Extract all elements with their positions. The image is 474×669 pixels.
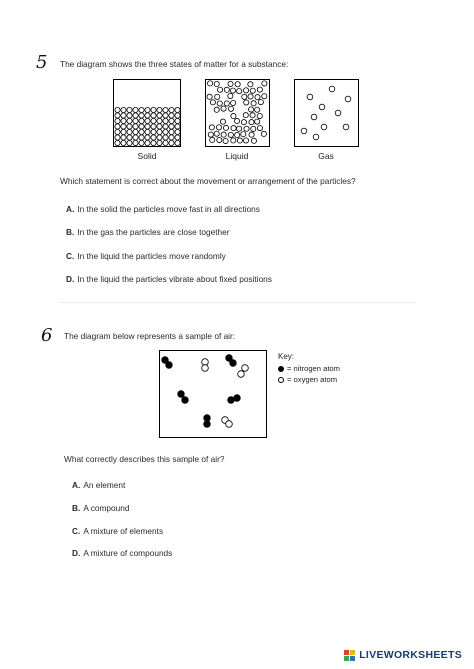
open-circle-icon: [278, 377, 284, 383]
solid-particle: [169, 124, 174, 129]
question-6-prompt: The diagram below represents a sample of air:: [64, 331, 236, 341]
liquid-particle: [228, 132, 233, 137]
liquid-particle: [228, 81, 233, 86]
option-letter: D.: [72, 548, 81, 558]
air-atom: [202, 365, 209, 372]
solid-particle: [139, 107, 144, 112]
liquid-particle: [223, 125, 228, 130]
solid-particle: [145, 140, 150, 145]
liquid-particle: [242, 94, 247, 99]
liquid-particle: [251, 126, 256, 131]
solid-particle: [127, 113, 132, 118]
q5-option-d[interactable]: [66, 274, 272, 284]
solid-particle: [133, 118, 138, 123]
liquid-particle: [249, 120, 254, 125]
option-text: A mixture of elements: [83, 526, 164, 536]
liquid-particle: [251, 101, 256, 106]
gas-particle: [313, 134, 319, 140]
solid-particle: [115, 140, 120, 145]
liquid-particle: [244, 100, 249, 105]
air-atom: [242, 365, 249, 372]
liquid-particle: [208, 132, 213, 137]
air-sample-diagram: [159, 350, 267, 438]
liquid-particle: [236, 126, 241, 131]
air-atom: [204, 421, 211, 428]
key-oxygen: [278, 375, 337, 384]
solid-particle: [145, 118, 150, 123]
air-atom: [238, 371, 245, 378]
question-6-text: What correctly describes this sample of air?: [64, 454, 225, 464]
liquid-particle: [231, 126, 236, 131]
liquid-particle: [207, 94, 212, 99]
gas-caption: Gas: [318, 151, 334, 161]
solid-particle: [115, 124, 120, 129]
liquid-particle: [231, 113, 236, 118]
option-text: In the gas the particles are close together: [77, 227, 230, 237]
solid-particle: [175, 118, 180, 123]
solid-particle: [151, 129, 156, 134]
liquid-particle: [228, 106, 233, 111]
option-text: An element: [83, 480, 126, 490]
gas-particle: [319, 104, 325, 110]
gas-particle: [343, 124, 349, 130]
solid-particle: [127, 124, 132, 129]
solid-particle: [151, 124, 156, 129]
gas-diagram: [294, 79, 359, 147]
solid-particle: [121, 140, 126, 145]
liquid-particle: [243, 138, 248, 143]
solid-particle: [163, 118, 168, 123]
solid-particle: [157, 135, 162, 140]
liquid-particle: [224, 87, 229, 92]
q6-option-d[interactable]: [72, 548, 172, 558]
solid-particle: [115, 135, 120, 140]
liquid-particle: [255, 95, 260, 100]
solid-particle: [151, 135, 156, 140]
gas-particle: [329, 86, 335, 92]
liquid-particle: [257, 113, 262, 118]
solid-particle: [169, 113, 174, 118]
solid-particle: [175, 124, 180, 129]
solid-particle: [139, 140, 144, 145]
solid-particle: [139, 135, 144, 140]
solid-particle: [169, 129, 174, 134]
liquid-particle: [261, 131, 266, 136]
solid-particle: [115, 129, 120, 134]
q5-option-a[interactable]: [66, 204, 260, 214]
solid-particle: [115, 113, 120, 118]
option-text: In the liquid the particles move randomly: [77, 251, 226, 261]
solid-particle: [127, 140, 132, 145]
solid-particle: [175, 107, 180, 112]
solid-particle: [163, 140, 168, 145]
key-nitrogen: [278, 364, 340, 373]
liveworksheets-logo-icon: [344, 650, 356, 661]
option-letter: A.: [66, 204, 75, 214]
gas-particle: [307, 94, 313, 100]
option-text: In the liquid the particles vibrate about fixed positions: [77, 274, 272, 284]
liquid-particle: [230, 88, 235, 93]
liquid-particle: [214, 107, 219, 112]
air-atom: [166, 362, 173, 369]
solid-particle: [163, 129, 168, 134]
solid-particle: [115, 107, 120, 112]
solid-caption: Solid: [137, 151, 157, 161]
liquid-particle: [262, 94, 267, 99]
option-text: A mixture of compounds: [83, 548, 173, 558]
liquid-particle: [244, 126, 249, 131]
solid-particle: [127, 118, 132, 123]
solid-particle: [163, 107, 168, 112]
filled-circle-icon: [278, 366, 284, 372]
solid-particle: [145, 113, 150, 118]
liquid-particle: [237, 88, 242, 93]
liquid-particle: [241, 132, 246, 137]
q6-option-c[interactable]: [72, 526, 163, 536]
liquid-particle: [251, 138, 256, 143]
footer-brand-text: LIVEWORKSHEETS: [359, 649, 462, 661]
solid-particle: [175, 140, 180, 145]
solid-particle: [121, 129, 126, 134]
option-letter: D.: [66, 274, 75, 284]
liquid-particle: [255, 119, 260, 124]
solid-particle: [175, 113, 180, 118]
liquid-particle: [262, 81, 267, 86]
solid-particle: [133, 129, 138, 134]
air-atom: [228, 397, 235, 404]
liquid-particle: [241, 120, 246, 125]
liquid-particle: [250, 113, 255, 118]
option-letter: B.: [72, 503, 81, 513]
gas-particle: [335, 110, 341, 116]
solid-particle: [133, 113, 138, 118]
solid-particle: [127, 135, 132, 140]
solid-particle: [133, 140, 138, 145]
liquid-particle: [231, 138, 236, 143]
solid-particle: [145, 107, 150, 112]
section-divider: [58, 302, 416, 303]
solid-particle: [175, 135, 180, 140]
liquid-particle: [243, 113, 248, 118]
solid-particle: [121, 135, 126, 140]
solid-particle: [121, 118, 126, 123]
solid-particle: [139, 113, 144, 118]
solid-particle: [133, 135, 138, 140]
option-letter: B.: [66, 227, 75, 237]
solid-particle: [175, 129, 180, 134]
question-5-prompt: The diagram shows the three states of matter for a substance:: [60, 59, 289, 69]
option-text: A compound: [83, 503, 130, 513]
liquid-particle: [220, 119, 225, 124]
key-oxygen-label: = oxygen atom: [287, 375, 338, 384]
footer-brand[interactable]: [344, 649, 462, 661]
question-5-text: Which statement is correct about the movement or arrangement of the particles?: [60, 176, 356, 186]
option-letter: A.: [72, 480, 81, 490]
solid-particle: [157, 113, 162, 118]
solid-particle: [139, 124, 144, 129]
solid-particle: [157, 129, 162, 134]
option-text: In the solid the particles move fast in all directions: [77, 204, 260, 214]
liquid-particle: [215, 94, 220, 99]
solid-particle: [169, 140, 174, 145]
key-title: Key:: [278, 352, 295, 361]
liquid-particle: [234, 118, 239, 123]
q5-option-c[interactable]: [66, 251, 226, 261]
liquid-particle: [235, 82, 240, 87]
question-5-number: 5: [36, 52, 48, 73]
question-6-number: 6: [41, 325, 53, 346]
solid-particle: [157, 107, 162, 112]
solid-particle: [157, 140, 162, 145]
solid-particle: [151, 113, 156, 118]
solid-particle: [169, 107, 174, 112]
solid-diagram: [113, 79, 181, 147]
gas-particle: [301, 128, 307, 134]
liquid-particle: [217, 137, 222, 142]
solid-particle: [163, 124, 168, 129]
liquid-particle: [248, 82, 253, 87]
liquid-particle: [243, 88, 248, 93]
solid-particle: [121, 124, 126, 129]
liquid-particle: [214, 81, 219, 86]
solid-particle: [139, 129, 144, 134]
liquid-particle: [255, 107, 260, 112]
gas-particle: [321, 124, 327, 130]
liquid-particle: [237, 138, 242, 143]
solid-particle: [157, 124, 162, 129]
q6-option-b[interactable]: [72, 503, 129, 513]
liquid-particle: [249, 132, 254, 137]
liquid-particle: [221, 106, 226, 111]
liquid-particle: [217, 101, 222, 106]
solid-particle: [151, 107, 156, 112]
liquid-particle: [207, 81, 212, 86]
liquid-particle: [217, 87, 222, 92]
air-atom: [234, 395, 241, 402]
solid-particle: [151, 140, 156, 145]
air-atom: [230, 360, 237, 367]
liquid-caption: Liquid: [225, 151, 249, 161]
option-letter: C.: [72, 526, 81, 536]
liquid-particle: [221, 132, 226, 137]
liquid-particle: [228, 93, 233, 98]
liquid-particle: [257, 125, 262, 130]
solid-particle: [115, 118, 120, 123]
solid-particle: [151, 118, 156, 123]
liquid-particle: [257, 87, 262, 92]
solid-particle: [133, 107, 138, 112]
liquid-particle: [210, 100, 215, 105]
solid-particle: [157, 118, 162, 123]
option-letter: C.: [66, 251, 75, 261]
solid-particle: [121, 113, 126, 118]
liquid-particle: [235, 132, 240, 137]
solid-particle: [127, 129, 132, 134]
liquid-particle: [210, 137, 215, 142]
air-atom: [182, 397, 189, 404]
solid-particle: [145, 129, 150, 134]
solid-particle: [127, 107, 132, 112]
liquid-particle: [258, 100, 263, 105]
solid-particle: [139, 118, 144, 123]
solid-particle: [145, 135, 150, 140]
key-nitrogen-label: = nitrogen atom: [287, 364, 340, 373]
solid-particle: [163, 113, 168, 118]
liquid-particle: [216, 125, 221, 130]
solid-particle: [163, 135, 168, 140]
solid-particle: [169, 135, 174, 140]
liquid-particle: [214, 131, 219, 136]
gas-particle: [345, 96, 351, 102]
liquid-diagram: [205, 79, 270, 147]
liquid-particle: [249, 107, 254, 112]
liquid-particle: [231, 100, 236, 105]
liquid-particle: [248, 94, 253, 99]
solid-particle: [133, 124, 138, 129]
solid-particle: [169, 118, 174, 123]
air-atom: [178, 391, 185, 398]
liquid-particle: [224, 101, 229, 106]
q6-option-a[interactable]: [72, 480, 125, 490]
q5-option-b[interactable]: [66, 227, 230, 237]
liquid-particle: [250, 88, 255, 93]
air-atom: [226, 421, 233, 428]
solid-particle: [145, 124, 150, 129]
gas-particle: [311, 114, 317, 120]
liquid-particle: [209, 125, 214, 130]
liquid-particle: [223, 138, 228, 143]
solid-particle: [121, 107, 126, 112]
